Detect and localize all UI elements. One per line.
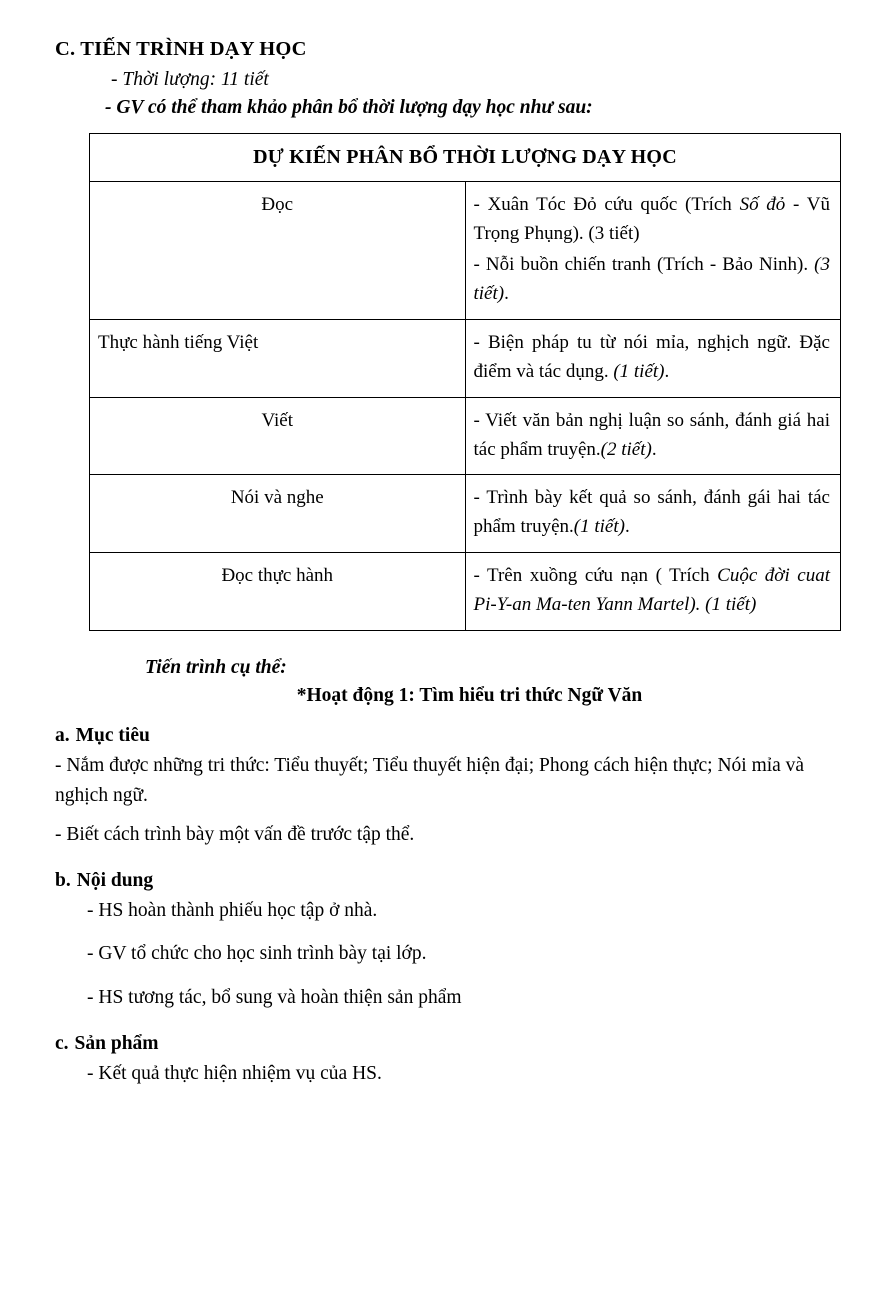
activity-name: Đọc: [90, 182, 466, 320]
block-b-line-2: - GV tổ chức cho học sinh trình bày tại lớp.: [87, 943, 427, 965]
block-letter: b.: [55, 869, 71, 891]
duration-line: [55, 69, 844, 91]
block-title: Sản phẩm: [74, 1032, 159, 1054]
detail-text: - Nỗi buồn chiến tranh (Trích - Bảo Ninh).: [473, 254, 815, 276]
detail-text: - Trên xuồng cứu nạn ( Trích: [473, 565, 718, 587]
block-b-line-3: - HS tương tác, bổ sung và hoàn thiện sản phẩm: [87, 987, 462, 1009]
activity-name: Thực hành tiếng Việt: [90, 319, 466, 397]
detail-line: [474, 484, 831, 542]
time-allocation-table: [89, 133, 841, 631]
activity-name: Nói và nghe: [90, 475, 466, 553]
spacer: [55, 856, 844, 870]
detail-tail: .: [664, 360, 670, 382]
spacer: [55, 931, 844, 939]
block-c-line-1: - Kết quả thực hiện nhiệm vụ của HS.: [87, 1062, 382, 1084]
block-b-line-1: - HS hoàn thành phiếu học tập ở nhà.: [87, 899, 378, 921]
page-title: C. TIẾN TRÌNH DẠY HỌC: [55, 38, 307, 60]
detail-text: - Xuân Tóc Đỏ cứu quốc (Trích: [473, 194, 740, 216]
detail-line: [474, 329, 831, 387]
block-a-line-1: - Nắm được những tri thức: Tiểu thuyết; Tiểu thuyết hiện đại; Phong cách hiện thực; Nói mỉa và nghịch ngữ.: [55, 754, 805, 806]
activity-detail: [465, 182, 841, 320]
detail-tail: .: [504, 283, 509, 305]
detail-text: - Trình bày kết quả so sánh, đánh gái hai tác phẩm truyện.: [473, 487, 830, 538]
block-a-line-2: - Biết cách trình bày một vấn đề trước tập thể.: [55, 824, 415, 846]
block-title: Mục tiêu: [75, 724, 150, 746]
block-label-b: [55, 870, 844, 892]
reference-note: - GV có thể tham khảo phân bổ thời lượng dạy học như sau:: [105, 97, 593, 118]
detail-text: - Biện pháp tu từ nói mỉa, nghịch ngữ. Đặc điểm và tác dụng.: [473, 331, 830, 382]
activity-detail: [465, 319, 841, 397]
table-row: [90, 182, 841, 320]
duration-label: Thời lượng: 11 tiết: [122, 69, 269, 90]
process-label: Tiến trình cụ thể:: [145, 656, 287, 678]
duration-dash: -: [111, 69, 123, 90]
activity-detail: [465, 553, 841, 631]
detail-line: [474, 191, 831, 249]
block-letter: a.: [55, 724, 70, 746]
activity-heading: *Hoạt động 1: Tìm hiểu tri thức Ngữ Văn: [296, 684, 643, 706]
activity-name: Viết: [90, 397, 466, 475]
activity-name: Đọc thực hành: [90, 553, 466, 631]
detail-italic: (3 tiết): [473, 254, 830, 305]
activity-detail: [465, 397, 841, 475]
table-title-row: [90, 134, 841, 182]
activity-detail: [465, 475, 841, 553]
detail-tail: .: [624, 516, 630, 538]
block-letter: c.: [55, 1032, 69, 1054]
table-row: [90, 319, 841, 397]
detail-tail: .: [651, 438, 657, 460]
detail-italic: Cuộc đời cuat Pi-Y-an Ma-ten Yann Martel). (1 tiết): [473, 565, 830, 616]
block-title: Nội dung: [76, 869, 154, 891]
table-row: [90, 397, 841, 475]
detail-tail: - Vũ Trọng Phụng). (3 tiết): [473, 194, 830, 245]
detail-italic: (1 tiết): [573, 516, 625, 538]
detail-italic: (2 tiết): [600, 438, 652, 460]
spacer: [55, 1019, 844, 1033]
table-row: [90, 553, 841, 631]
detail-text: - Viết văn bản nghị luận so sánh, đánh giá hai tác phẩm truyện.: [473, 409, 830, 460]
spacer: [55, 975, 844, 983]
detail-italic: (1 tiết): [613, 360, 665, 382]
detail-line: [474, 407, 831, 465]
block-label-c: [55, 1033, 844, 1055]
detail-italic: Số đỏ: [739, 194, 786, 216]
detail-line: [474, 251, 831, 309]
detail-line: [474, 562, 831, 620]
table-title: DỰ KIẾN PHÂN BỔ THỜI LƯỢNG DẠY HỌC: [90, 134, 841, 182]
table-row: [90, 475, 841, 553]
block-label-a: [55, 725, 844, 747]
